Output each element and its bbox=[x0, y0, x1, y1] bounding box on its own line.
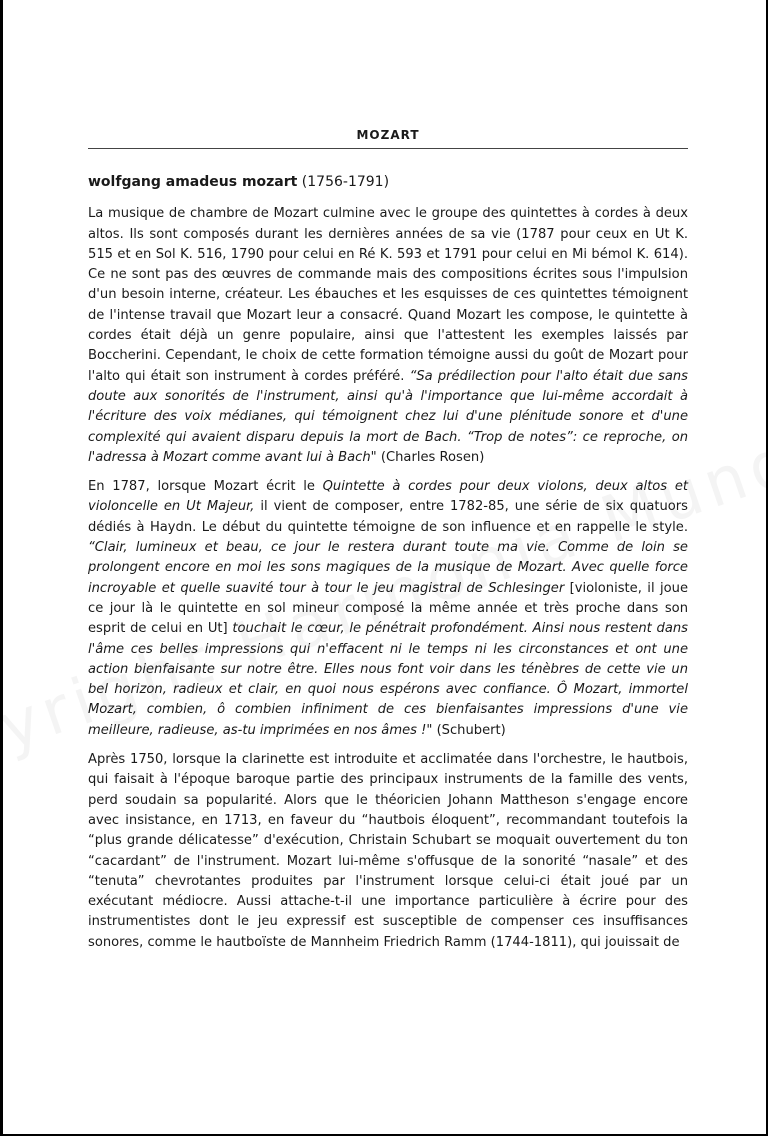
text-run: En 1787, lorsque Mozart écrit le bbox=[88, 479, 323, 495]
paragraph-3 bbox=[88, 750, 688, 953]
paragraph-2 bbox=[88, 477, 688, 741]
text-run: La musique de chambre de Mozart culmine avec le groupe des quintettes à cordes à deux altos. Ils sont composés durant les dernières années de sa vie (1787 pour ceux en Ut K. 515 et en Sol K. 516, 1790 pour celui en Ré K. 593 et 1791 pour celui en Mi bémol K. 614). Ce ne sont pas des œuvres de commande mais des compositions écrites sous l'impulsion d'un besoin interne, créateur. Les ébauches et les esquisses de ces quintettes témoignent de l'intense travail que Mozart leur a consacré. Quand Mozart les compose, le quintette à cordes était déjà un genre populaire, ainsi que l'attestent les exemples laissés par Boccherini. Cependant, le choix de cette formation témoigne aussi du goût de Mozart pour l'alto qui était son instrument à cordes préféré. bbox=[88, 206, 688, 384]
text-run: (Schubert) bbox=[432, 722, 506, 738]
composer-name: wolfgang amadeus mozart bbox=[88, 174, 298, 190]
text-run: (Charles Rosen) bbox=[376, 449, 485, 465]
section-heading bbox=[88, 172, 688, 192]
page-content bbox=[88, 172, 688, 962]
text-run: [violoniste, il joue ce jour là le quintette en sol mineur composé la même année et très proche dans son esprit de celui en Ut] bbox=[88, 580, 688, 637]
running-title: MOZART bbox=[356, 128, 420, 142]
quote-run: “Sa prédilection pour l'alto était due sans doute aux sonorités de l'instrument, ainsi qu'à l'importance que lui-même accordait à l'écriture des voix médianes, qui témoignent chez lui d'une plénitude sonore et d'une complexité qui avaient disparu depuis la mort de Bach. “Trop de notes”: ce reproche, on l'adressa à Mozart comme avant lui à Bach" bbox=[88, 368, 688, 465]
title-run: Quintette à cordes pour deux violons, deux altos et violoncelle en Ut Majeur, bbox=[88, 479, 689, 515]
header-rule bbox=[88, 148, 688, 149]
paragraph-1 bbox=[88, 204, 688, 468]
quote-run: “Clair, lumineux et beau, ce jour le restera durant toute ma vie. Comme de loin se prolongent encore en moi les sons magiques de la musique de Mozart. Avec quelle force incroyable et quelle suavité tour à tour le jeu magistral de Schlesinger bbox=[88, 540, 688, 596]
text-run: Après 1750, lorsque la clarinette est introduite et acclimatée dans l'orchestre, le hautbois, qui faisait à l'époque baroque partie des principaux instruments de la famille des vents, perd soudain sa popularité. Alors que le théoricien Johann Mattheson s'engage encore avec insistance, en 1713, en faveur du “hautbois éloquent”, recommandant toutefois la “plus grande délicatesse” d'exécution, Christain Schubart se moquait ouvertement du ton “cacardant” de l'instrument. Mozart lui-même s'offusque de la sonorité “nasale” et des “tenuta” chevrotantes produites par l'instrument lorsque celui-ci était joué par un exécutant médiocre. Aussi attache-t-il une importance particulière à écrire pour des instrumentistes dont le jeu expressif est susceptible de compenser ces insuffisances sonores, comme le hautboïste de Mannheim Friedrich Ramm (1744-1811), qui jouissait de bbox=[88, 752, 688, 950]
quote-run: touchait le cœur, le pénétrait profondément. Ainsi nous restent dans l'âme ces belles impressions qui n'effacent ni le temps ni les circonstances et ont une action bienfaisante sur notre être. Elles nous font voir dans les ténèbres de cette vie un bel horizon, radieux et clair, en quoi nous espérons avec confiance. Ô Mozart, immortel Mozart, combien, ô combien infiniment de ces bienfaisantes impressions d'une vie meilleure, radieuse, as-tu imprimées en nos âmes !" bbox=[88, 621, 688, 738]
scan-edge bbox=[0, 0, 3, 1136]
text-run: il vient de composer, entre 1782-85, une série de six quatuors dédiés à Haydn. Le début du quintette témoigne de son influence et en rappelle le style. bbox=[88, 499, 688, 535]
composer-dates: (1756-1791) bbox=[301, 174, 390, 190]
